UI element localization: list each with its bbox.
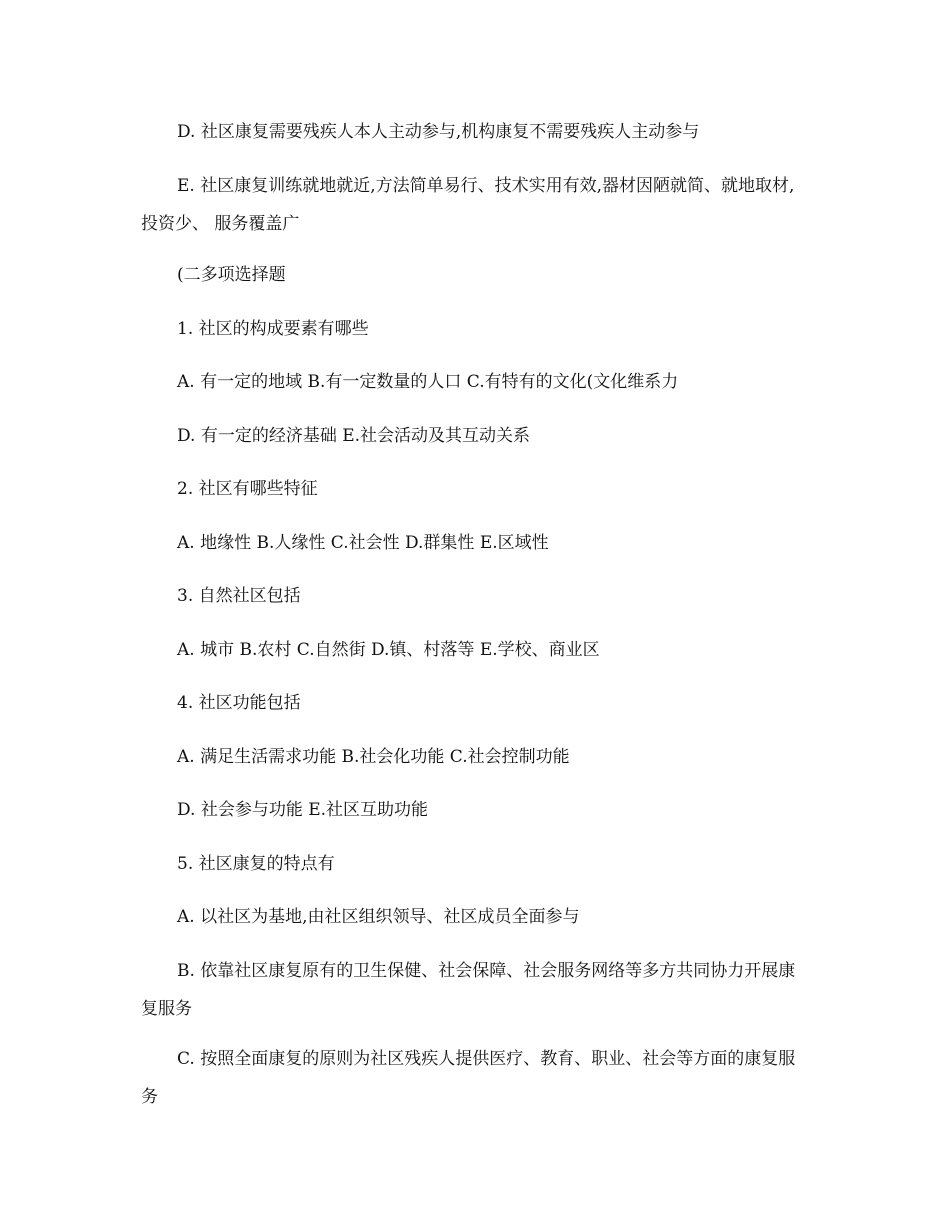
section-heading-multiple-choice: (二多项选择题 [177, 265, 286, 285]
question-1-options-d-e: D. 有一定的经济基础 E.社会活动及其互动关系 [177, 426, 531, 446]
question-1: 1. 社区的构成要素有哪些 [177, 319, 369, 339]
question-4: 4. 社区功能包括 [177, 693, 301, 713]
question-3-options: A. 城市 B.农村 C.自然街 D.镇、村落等 E.学校、商业区 [177, 640, 600, 660]
question-4-options-d-e: D. 社会参与功能 E.社区互助功能 [177, 800, 429, 820]
question-4-options-a-c: A. 满足生活需求功能 B.社会化功能 C.社会控制功能 [177, 747, 570, 767]
option-d-community-vs-institution: D. 社区康复需要残疾人本人主动参与,机构康复不需要残疾人主动参与 [177, 122, 700, 142]
question-3: 3. 自然社区包括 [177, 586, 301, 606]
question-5-option-c: C. 按照全面康复的原则为社区残疾人提供医疗、教育、职业、社会等方面的康复服务 [141, 1049, 796, 1107]
question-2-options: A. 地缘性 B.人缘性 C.社会性 D.群集性 E.区域性 [177, 533, 549, 553]
question-5: 5. 社区康复的特点有 [177, 854, 335, 874]
option-e-community-training: E. 社区康复训练就地就近,方法简单易行、技术实用有效,器材因陋就简、就地取材,投资少、 服务覆盖广 [141, 176, 795, 234]
question-2: 2. 社区有哪些特征 [177, 479, 318, 499]
question-5-option-a: A. 以社区为基地,由社区组织领导、社区成员全面参与 [177, 907, 580, 927]
question-5-option-b: B. 依靠社区康复原有的卫生保健、社会保障、社会服务网络等多方共同协力开展康复服务 [141, 961, 796, 1019]
question-1-options-a-c: A. 有一定的地域 B.有一定数量的人口 C.有特有的文化(文化维系力 [177, 372, 679, 392]
